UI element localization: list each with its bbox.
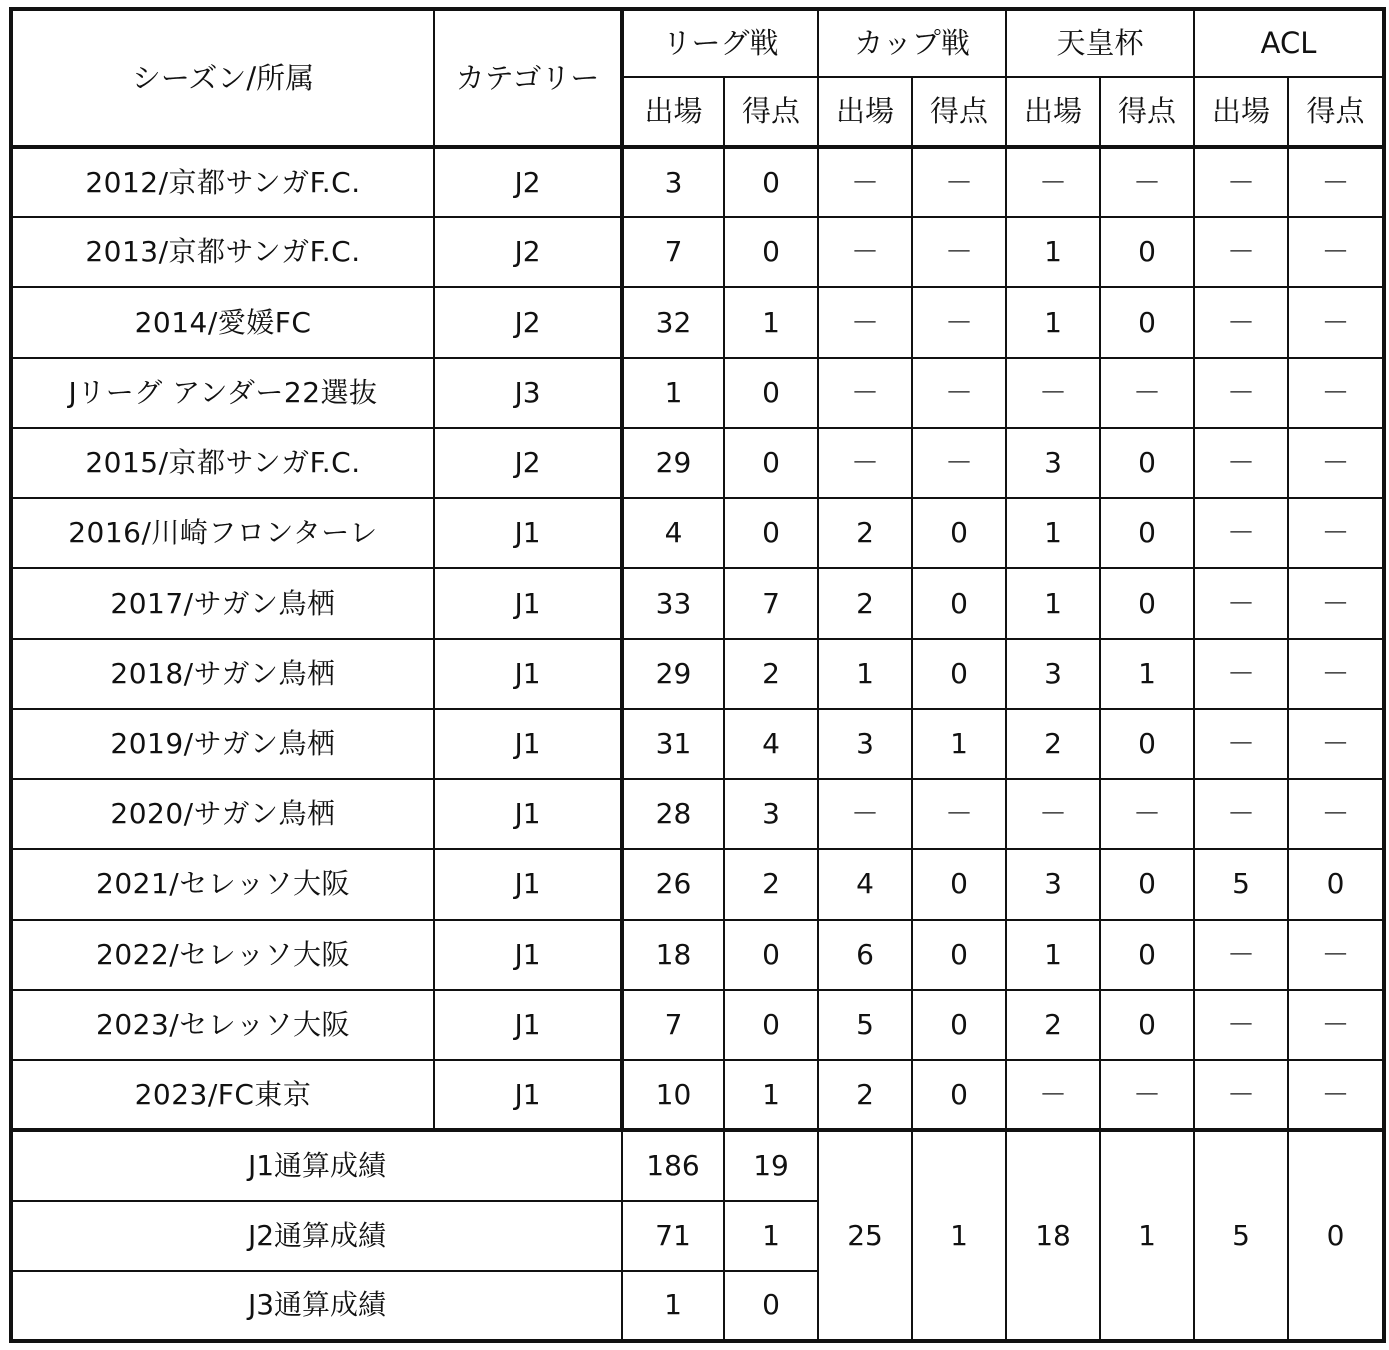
category-cell: J1 [434, 1060, 622, 1130]
league-apps-cell: 28 [622, 779, 724, 849]
season-club-cell: 2023/セレッソ大阪 [11, 990, 434, 1060]
season-club-cell: 2023/FC東京 [11, 1060, 434, 1130]
category-cell: J1 [434, 568, 622, 638]
header-acl-goals: 得点 [1288, 77, 1384, 147]
season-club-cell: 2019/サガン鳥栖 [11, 709, 434, 779]
acl-goals-cell: － [1288, 287, 1384, 357]
acl-goals-cell: － [1288, 990, 1384, 1060]
cup-goals-cell: － [912, 287, 1006, 357]
cup-apps-cell: 2 [818, 498, 912, 568]
header-league: リーグ戦 [622, 9, 818, 77]
table-row [11, 498, 1384, 568]
acl-apps-cell: － [1194, 709, 1288, 779]
cup-apps-cell: 5 [818, 990, 912, 1060]
league-apps-cell: 18 [622, 920, 724, 990]
league-goals-cell: 0 [724, 428, 818, 498]
acl-goals-cell: － [1288, 147, 1384, 217]
emperors-cup-goals-cell: 0 [1100, 217, 1194, 287]
emperors-cup-goals-cell: 0 [1100, 990, 1194, 1060]
category-cell: J2 [434, 428, 622, 498]
emperors-cup-total-apps: 18 [1006, 1130, 1100, 1341]
header-league-goals: 得点 [724, 77, 818, 147]
season-club-cell: 2020/サガン鳥栖 [11, 779, 434, 849]
emperors-cup-apps-cell: 3 [1006, 428, 1100, 498]
cup-goals-cell: 0 [912, 639, 1006, 709]
season-club-cell: Jリーグ アンダー22選抜 [11, 358, 434, 428]
cup-apps-cell: 6 [818, 920, 912, 990]
category-cell: J1 [434, 920, 622, 990]
emperors-cup-apps-cell: － [1006, 147, 1100, 217]
cup-apps-cell: － [818, 779, 912, 849]
league-apps-cell: 1 [622, 358, 724, 428]
emperors-cup-apps-cell: 1 [1006, 498, 1100, 568]
cup-goals-cell: － [912, 217, 1006, 287]
cup-goals-cell: － [912, 358, 1006, 428]
emperors-cup-goals-cell: 1 [1100, 639, 1194, 709]
league-apps-cell: 33 [622, 568, 724, 638]
cup-goals-cell: 0 [912, 920, 1006, 990]
season-club-cell: 2014/愛媛FC [11, 287, 434, 357]
acl-apps-cell: － [1194, 498, 1288, 568]
league-goals-cell: 0 [724, 217, 818, 287]
emperors-cup-apps-cell: 2 [1006, 709, 1100, 779]
cup-apps-cell: 3 [818, 709, 912, 779]
acl-goals-cell: － [1288, 428, 1384, 498]
j3-total-apps: 1 [622, 1271, 724, 1341]
league-apps-cell: 4 [622, 498, 724, 568]
career-stats-table [9, 7, 1386, 1343]
category-cell: J1 [434, 498, 622, 568]
acl-apps-cell: － [1194, 639, 1288, 709]
emperors-cup-goals-cell: 0 [1100, 428, 1194, 498]
acl-apps-cell: － [1194, 779, 1288, 849]
cup-apps-cell: － [818, 147, 912, 217]
emperors-cup-goals-cell: 0 [1100, 920, 1194, 990]
j1-total-goals: 19 [724, 1130, 818, 1200]
category-cell: J1 [434, 990, 622, 1060]
acl-total-apps: 5 [1194, 1130, 1288, 1341]
acl-apps-cell: － [1194, 358, 1288, 428]
category-cell: J2 [434, 217, 622, 287]
cup-goals-cell: 0 [912, 498, 1006, 568]
league-goals-cell: 4 [724, 709, 818, 779]
acl-apps-cell: － [1194, 1060, 1288, 1130]
emperors-cup-apps-cell: 1 [1006, 287, 1100, 357]
header-category: カテゴリー [434, 9, 622, 147]
cup-goals-cell: 0 [912, 568, 1006, 638]
acl-goals-cell: 0 [1288, 849, 1384, 919]
career-totals [11, 1130, 1384, 1341]
table-row [11, 428, 1384, 498]
emperors-cup-goals-cell: 0 [1100, 709, 1194, 779]
table-header [11, 9, 1384, 147]
emperors-cup-goals-cell: － [1100, 358, 1194, 428]
category-cell: J3 [434, 358, 622, 428]
league-goals-cell: 1 [724, 1060, 818, 1130]
league-goals-cell: 3 [724, 779, 818, 849]
category-cell: J1 [434, 639, 622, 709]
category-cell: J2 [434, 287, 622, 357]
league-goals-cell: 0 [724, 990, 818, 1060]
category-cell: J2 [434, 147, 622, 217]
category-cell: J1 [434, 709, 622, 779]
table-row [11, 358, 1384, 428]
league-apps-cell: 32 [622, 287, 724, 357]
header-league-apps: 出場 [622, 77, 724, 147]
table-row [11, 779, 1384, 849]
cup-apps-cell: 2 [818, 1060, 912, 1130]
j1-total-label: J1通算成績 [11, 1130, 622, 1200]
league-apps-cell: 29 [622, 428, 724, 498]
acl-goals-cell: － [1288, 920, 1384, 990]
table-row [11, 849, 1384, 919]
cup-goals-cell: － [912, 147, 1006, 217]
league-apps-cell: 7 [622, 217, 724, 287]
emperors-cup-apps-cell: 1 [1006, 568, 1100, 638]
acl-apps-cell: － [1194, 568, 1288, 638]
season-club-cell: 2013/京都サンガF.C. [11, 217, 434, 287]
league-goals-cell: 7 [724, 568, 818, 638]
emperors-cup-apps-cell: 3 [1006, 849, 1100, 919]
cup-apps-cell: － [818, 428, 912, 498]
emperors-cup-apps-cell: － [1006, 1060, 1100, 1130]
emperors-cup-apps-cell: 2 [1006, 990, 1100, 1060]
season-rows [11, 147, 1384, 1130]
table-row [11, 920, 1384, 990]
acl-goals-cell: － [1288, 779, 1384, 849]
header-cup-goals: 得点 [912, 77, 1006, 147]
league-goals-cell: 0 [724, 920, 818, 990]
emperors-cup-goals-cell: － [1100, 779, 1194, 849]
table-row [11, 639, 1384, 709]
acl-goals-cell: － [1288, 709, 1384, 779]
cup-apps-cell: 4 [818, 849, 912, 919]
emperors-cup-apps-cell: 1 [1006, 920, 1100, 990]
acl-apps-cell: － [1194, 147, 1288, 217]
j2-total-label: J2通算成績 [11, 1201, 622, 1271]
league-goals-cell: 0 [724, 498, 818, 568]
table-row [11, 709, 1384, 779]
acl-goals-cell: － [1288, 639, 1384, 709]
emperors-cup-goals-cell: 0 [1100, 568, 1194, 638]
cup-apps-cell: － [818, 287, 912, 357]
acl-apps-cell: － [1194, 920, 1288, 990]
j2-total-apps: 71 [622, 1201, 724, 1271]
league-apps-cell: 29 [622, 639, 724, 709]
header-season-club: シーズン/所属 [11, 9, 434, 147]
header-cup-apps: 出場 [818, 77, 912, 147]
league-apps-cell: 31 [622, 709, 724, 779]
cup-goals-cell: － [912, 428, 1006, 498]
cup-apps-cell: 1 [818, 639, 912, 709]
league-goals-cell: 0 [724, 358, 818, 428]
season-club-cell: 2018/サガン鳥栖 [11, 639, 434, 709]
acl-goals-cell: － [1288, 217, 1384, 287]
emperors-cup-goals-cell: 0 [1100, 498, 1194, 568]
league-apps-cell: 3 [622, 147, 724, 217]
header-cup: カップ戦 [818, 9, 1006, 77]
league-apps-cell: 26 [622, 849, 724, 919]
emperors-cup-goals-cell: － [1100, 1060, 1194, 1130]
cup-apps-cell: 2 [818, 568, 912, 638]
emperors-cup-apps-cell: － [1006, 358, 1100, 428]
table-row [11, 990, 1384, 1060]
table-row [11, 287, 1384, 357]
emperors-cup-apps-cell: － [1006, 779, 1100, 849]
cup-apps-cell: － [818, 358, 912, 428]
j3-total-label: J3通算成績 [11, 1271, 622, 1341]
league-apps-cell: 7 [622, 990, 724, 1060]
table-row [11, 217, 1384, 287]
j3-total-goals: 0 [724, 1271, 818, 1341]
header-acl-apps: 出場 [1194, 77, 1288, 147]
emperors-cup-goals-cell: － [1100, 147, 1194, 217]
season-club-cell: 2021/セレッソ大阪 [11, 849, 434, 919]
emperors-cup-goals-cell: 0 [1100, 287, 1194, 357]
season-club-cell: 2016/川崎フロンターレ [11, 498, 434, 568]
header-emperors-cup-apps: 出場 [1006, 77, 1100, 147]
table-row [11, 147, 1384, 217]
emperors-cup-apps-cell: 1 [1006, 217, 1100, 287]
category-cell: J1 [434, 779, 622, 849]
league-goals-cell: 2 [724, 849, 818, 919]
cup-total-apps: 25 [818, 1130, 912, 1341]
cup-apps-cell: － [818, 217, 912, 287]
cup-total-goals: 1 [912, 1130, 1006, 1341]
season-club-cell: 2022/セレッソ大阪 [11, 920, 434, 990]
header-acl: ACL [1194, 9, 1384, 77]
cup-goals-cell: 0 [912, 990, 1006, 1060]
emperors-cup-apps-cell: 3 [1006, 639, 1100, 709]
cup-goals-cell: 0 [912, 1060, 1006, 1130]
table-row [11, 1060, 1384, 1130]
league-goals-cell: 2 [724, 639, 818, 709]
header-emperors-cup: 天皇杯 [1006, 9, 1194, 77]
j2-total-goals: 1 [724, 1201, 818, 1271]
acl-goals-cell: － [1288, 1060, 1384, 1130]
acl-goals-cell: － [1288, 568, 1384, 638]
league-goals-cell: 1 [724, 287, 818, 357]
j1-total-apps: 186 [622, 1130, 724, 1200]
cup-goals-cell: 0 [912, 849, 1006, 919]
acl-total-goals: 0 [1288, 1130, 1384, 1341]
acl-apps-cell: － [1194, 428, 1288, 498]
cup-goals-cell: 1 [912, 709, 1006, 779]
acl-apps-cell: － [1194, 217, 1288, 287]
emperors-cup-goals-cell: 0 [1100, 849, 1194, 919]
acl-apps-cell: － [1194, 287, 1288, 357]
season-club-cell: 2012/京都サンガF.C. [11, 147, 434, 217]
table-row [11, 568, 1384, 638]
season-club-cell: 2015/京都サンガF.C. [11, 428, 434, 498]
league-goals-cell: 0 [724, 147, 818, 217]
category-cell: J1 [434, 849, 622, 919]
emperors-cup-total-goals: 1 [1100, 1130, 1194, 1341]
acl-apps-cell: 5 [1194, 849, 1288, 919]
header-emperors-cup-goals: 得点 [1100, 77, 1194, 147]
acl-goals-cell: － [1288, 358, 1384, 428]
acl-goals-cell: － [1288, 498, 1384, 568]
season-club-cell: 2017/サガン鳥栖 [11, 568, 434, 638]
acl-apps-cell: － [1194, 990, 1288, 1060]
cup-goals-cell: － [912, 779, 1006, 849]
league-apps-cell: 10 [622, 1060, 724, 1130]
